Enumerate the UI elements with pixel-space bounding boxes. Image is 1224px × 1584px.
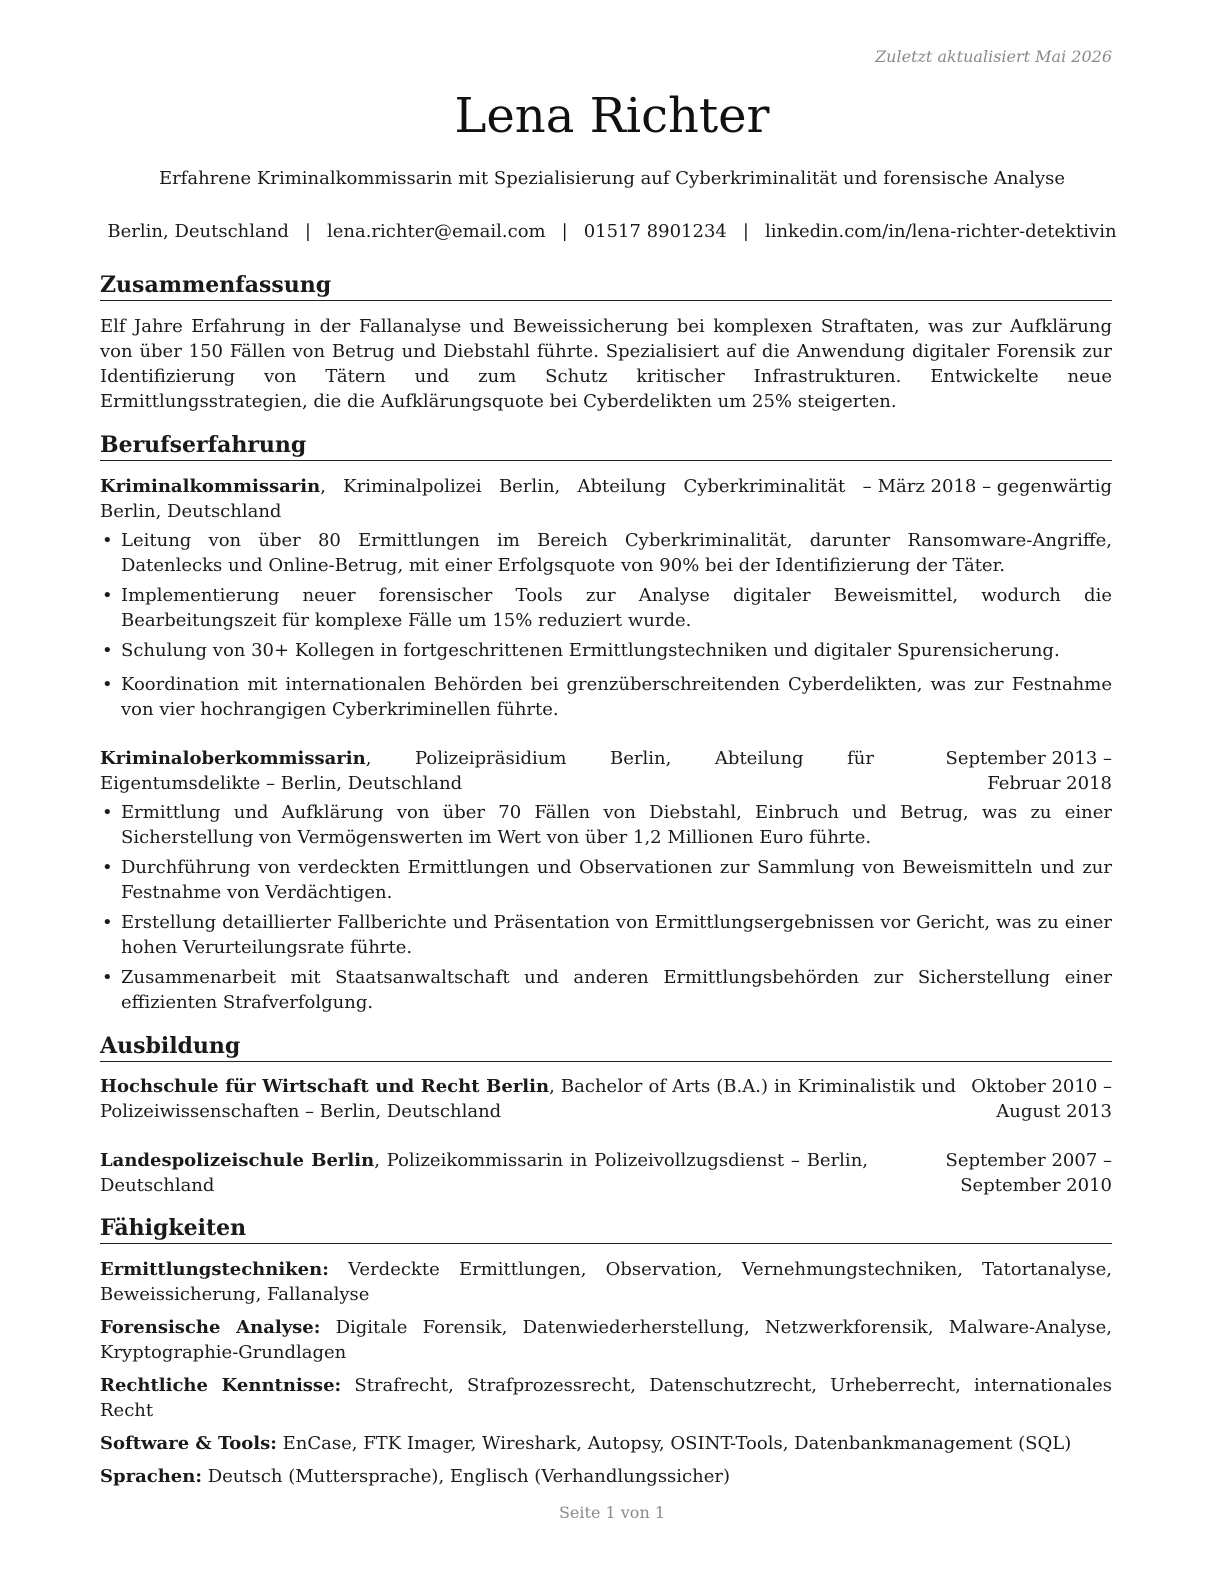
education-title-line [100, 1074, 956, 1124]
job-entry [100, 746, 1112, 1020]
job-bullet: • Schulung von 30+ Kollegen in fortgeschrittenen Ermittlungstechniken und digitaler Spurensicherung. [100, 638, 1112, 663]
skills-section [100, 1257, 1112, 1497]
skill-text: Strafrecht, Strafprozessrecht, Datenschutzrecht, Urheberrecht, internationales Recht [100, 1375, 1112, 1421]
education-entry [100, 1148, 1112, 1198]
section-title-summary: Zusammenfassung [100, 271, 1112, 301]
education-title-line [100, 1148, 868, 1198]
skill-label: Rechtliche Kenntnisse: [100, 1375, 342, 1396]
job-bullet: • Zusammenarbeit mit Staatsanwaltschaft und anderen Ermittlungsbehörden zur Sicherstellung einer effizienten Strafverfolgung. [100, 965, 1112, 1015]
candidate-name: Lena Richter [454, 88, 770, 144]
contact-phone[interactable]: 01517 8901234 [583, 221, 727, 242]
job-bullet: • Erstellung detaillierter Fallberichte und Präsentation von Ermittlungsergebnissen vor Gericht, was zu einer hohen Verurteilungsrate führte. [100, 910, 1112, 960]
job-bullet: • Ermittlung und Aufklärung von über 70 Fällen von Diebstahl, Einbruch und Betrug, was zu einer Sicherstellung von Vermögenswerten im Wert von über 1,2 Millionen Euro führte. [100, 800, 1112, 850]
skill-label: Software & Tools: [100, 1433, 277, 1454]
skill-line [100, 1464, 1112, 1489]
education-header [100, 1074, 1112, 1124]
job-bullet: • Durchführung von verdeckten Ermittlungen und Observationen zur Sammlung von Beweismitteln und zur Festnahme von Verdächtigen. [100, 855, 1112, 905]
education-dates: Oktober 2010 – August 2013 [971, 1076, 1112, 1122]
job-bullets [100, 800, 1112, 1015]
skill-label: Sprachen: [100, 1466, 202, 1487]
education-school: Hochschule für Wirtschaft und Recht Berlin [100, 1076, 550, 1097]
job-organization: , Kriminalpolizei Berlin, Abteilung Cyberkriminalität – Berlin, Deutschland [100, 476, 872, 522]
job-title-line [100, 746, 874, 796]
contact-separator: | [742, 221, 749, 242]
section-title-skills: Fähigkeiten [100, 1214, 1112, 1244]
education-school: Landespolizeischule Berlin [100, 1150, 375, 1171]
job-bullet: • Koordination mit internationalen Behörden bei grenzüberschreitenden Cyberdelikten, was zur Festnahme von vier hochrangigen Cyberkriminellen führte. [100, 672, 1112, 722]
education-entry [100, 1074, 1112, 1124]
job-entry [100, 474, 1112, 727]
job-role: Kriminalkommissarin [100, 476, 321, 497]
education-header [100, 1148, 1112, 1198]
job-organization: , Polizeipräsidium Berlin, Abteilung für Eigentumsdelikte – Berlin, Deutschland [100, 748, 874, 794]
tagline: Erfahrene Kriminalkommissarin mit Spezialisierung auf Cyberkriminalität und forensische Analyse [158, 168, 1066, 189]
skill-line [100, 1373, 1112, 1423]
summary-section [100, 314, 1112, 414]
job-role: Kriminaloberkommissarin [100, 748, 366, 769]
job-dates: März 2018 – gegenwärtig [877, 476, 1112, 497]
skill-text: Verdeckte Ermittlungen, Observation, Vernehmungstechniken, Tatortanalyse, Beweissicherung, Fallanalyse [100, 1259, 1112, 1305]
contact-location: Berlin, Deutschland [107, 221, 289, 242]
contact-separator: | [561, 221, 568, 242]
summary-text: Elf Jahre Erfahrung in der Fallanalyse und Beweissicherung bei komplexen Straftaten, was zur Aufklärung von über 150 Fällen von Betrug und Diebstahl führte. Spezialisiert auf die Anwendung digitaler Forensik zur Identifizierung von Tätern und zum Schutz kritischer Infrastrukturen. Entwickelte neue Ermittlungsstrategien, die die Aufklärungsquote bei Cyberdelikten um 25% steigerten. [100, 316, 1112, 412]
job-dates: September 2013 – Februar 2018 [945, 748, 1112, 794]
last-updated-note: Zuletzt aktualisiert Mai 2026 [875, 47, 1112, 66]
skill-text: Digitale Forensik, Datenwiederherstellung, Netzwerkforensik, Malware-Analyse, Kryptographie-Grundlagen [100, 1317, 1112, 1363]
contact-email[interactable]: lena.richter@email.com [326, 221, 546, 242]
job-title-line [100, 474, 872, 524]
contact-separator: | [304, 221, 311, 242]
skill-line [100, 1431, 1112, 1456]
job-header [100, 746, 1112, 796]
job-header [100, 474, 1112, 524]
skill-label: Forensische Analyse: [100, 1317, 321, 1338]
skill-text: EnCase, FTK Imager, Wireshark, Autopsy, OSINT-Tools, Datenbankmanagement (SQL) [276, 1433, 1072, 1454]
skill-line [100, 1315, 1112, 1365]
skill-label: Ermittlungstechniken: [100, 1259, 329, 1280]
job-bullet: • Leitung von über 80 Ermittlungen im Bereich Cyberkriminalität, darunter Ransomware-Angriffe, Datenlecks und Online-Betrug, mit einer Erfolgsquote von 90% bei der Identifizierung der Täter. [100, 528, 1112, 578]
skill-text: Deutsch (Muttersprache), Englisch (Verhandlungssicher) [201, 1466, 731, 1487]
skill-line [100, 1257, 1112, 1307]
job-bullets [100, 528, 1112, 722]
contact-linkedin[interactable]: linkedin.com/in/lena-richter-detektivin [764, 221, 1117, 242]
education-degree: , Polizeikommissarin in Polizeivollzugsdienst – Berlin, Deutschland [100, 1150, 869, 1196]
page-number: Seite 1 von 1 [558, 1503, 666, 1522]
education-dates: September 2007 – September 2010 [945, 1150, 1112, 1196]
section-title-experience: Berufserfahrung [100, 431, 1112, 461]
contact-line [0, 219, 1224, 244]
education-degree: , Bachelor of Arts (B.A.) in Kriminalistik und Polizeiwissenschaften – Berlin, Deutschland [100, 1076, 956, 1122]
job-bullet: • Implementierung neuer forensischer Tools zur Analyse digitaler Beweismittel, wodurch die Bearbeitungszeit für komplexe Fälle um 15% reduziert wurde. [100, 583, 1112, 633]
section-title-education: Ausbildung [100, 1032, 1112, 1062]
